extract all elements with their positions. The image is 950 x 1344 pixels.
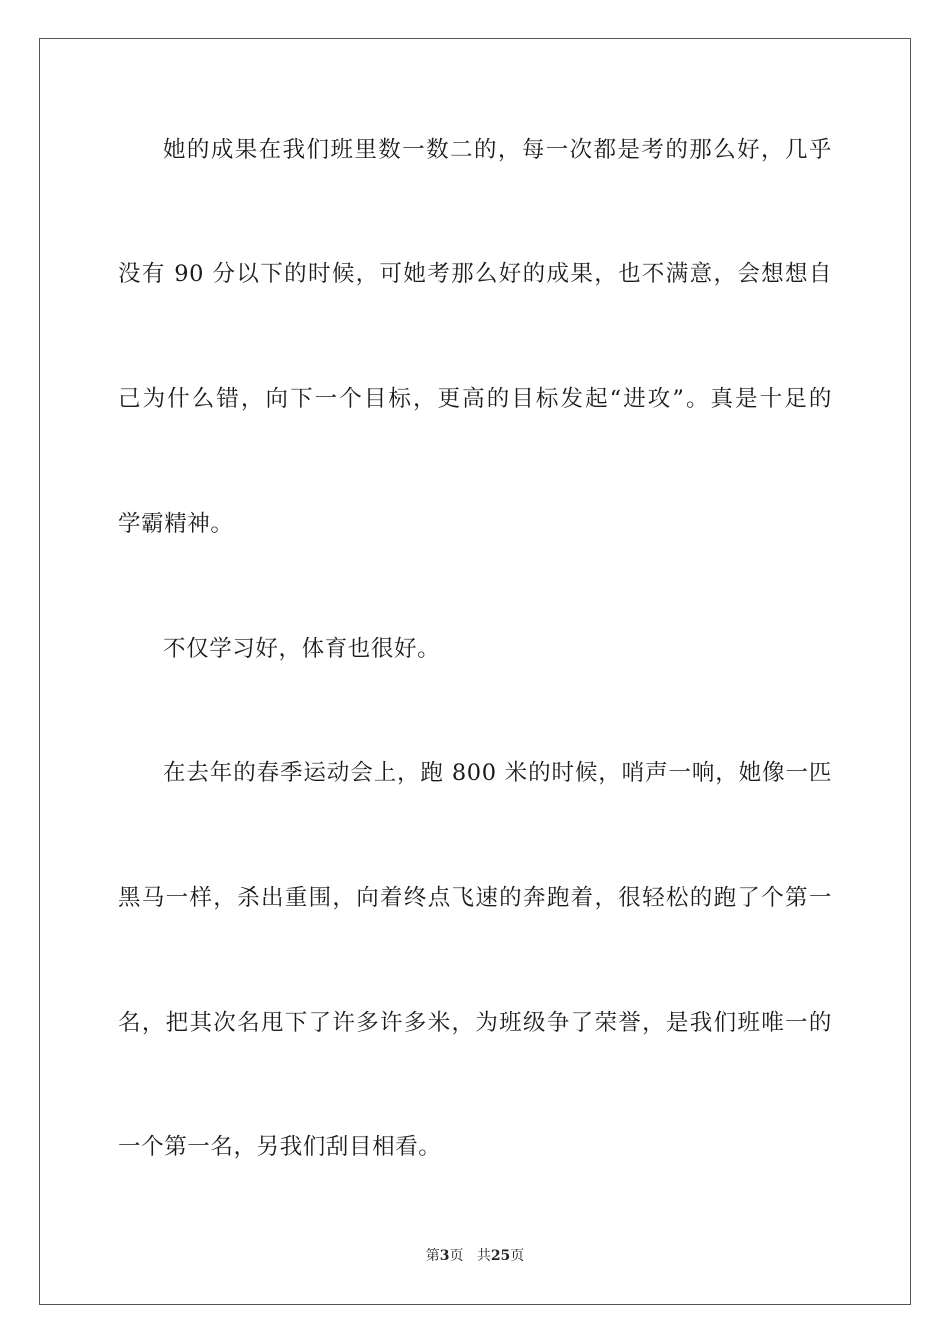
page-suffix: 页	[449, 1248, 464, 1264]
paragraph-line-5: 不仅学习好，体育也很好。	[163, 636, 441, 662]
page-number: 3	[439, 1248, 450, 1264]
paragraph-line-6: 在去年的春季运动会上，跑 800 米的时候，哨声一响，她像一匹	[163, 760, 832, 786]
page-border	[39, 38, 911, 1305]
paragraph-line-4: 学霸精神。	[118, 511, 234, 537]
page-prefix: 第	[425, 1248, 440, 1264]
total-pages: 25	[490, 1248, 511, 1264]
paragraph-line-9: 一个第一名，另我们刮目相看。	[118, 1134, 442, 1160]
page-footer	[0, 1246, 950, 1266]
paragraph-line-7: 黑马一样，杀出重围，向着终点飞速的奔跑着，很轻松的跑了个第一	[118, 885, 832, 911]
paragraph-line-3: 己为什么错，向下一个目标，更高的目标发起“进攻”。真是十足的	[118, 386, 832, 412]
paragraph-line-1: 她的成果在我们班里数一数二的，每一次都是考的那么好，几乎	[163, 137, 832, 163]
paragraph-line-2: 没有 90 分以下的时候，可她考那么好的成果，也不满意，会想想自	[118, 261, 832, 287]
total-suffix: 页	[510, 1248, 525, 1264]
paragraph-line-8: 名，把其次名甩下了许多许多米，为班级争了荣誉，是我们班唯一的	[118, 1010, 832, 1036]
total-prefix: 共	[476, 1248, 491, 1264]
